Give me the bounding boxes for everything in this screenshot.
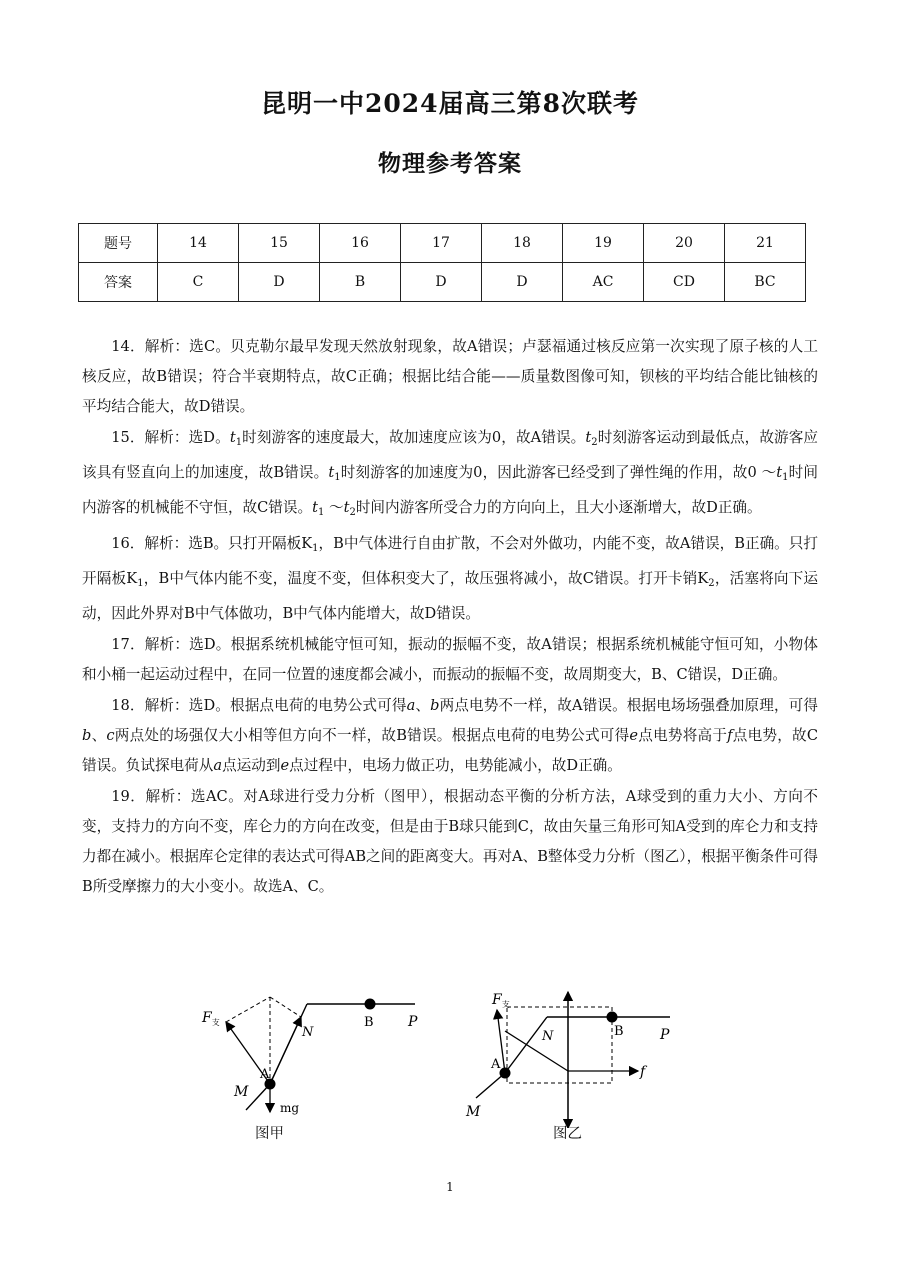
document-subtitle: 物理参考答案 — [378, 150, 522, 177]
solution-15: 15．解析：选D。$t_1$时刻游客的速度最大，故加速度应该为0，故A错误。$t_2$时刻游客运动到最低点，故游客应该具有竖直向上的加速度，故B错误。$t_1$时刻游客的加速度为0，因此游客已经受到了弹性绳的作用，故0 $\sim t_1$时间内游客的机械能不守恒，故C错误。$t_1$ $\sim t_2$时间内游客所受合力的方向向上，且大小逐渐增大，故D正确。 — [82, 429, 819, 518]
page-number: 1 — [446, 1180, 454, 1194]
table-cell: D — [239, 263, 320, 302]
table-cell: 15 — [239, 224, 320, 263]
label-p: P — [408, 1014, 418, 1030]
solution-14: 14．解析：选C。贝克勒尔最早发现天然放射现象，故A错误；卢瑟福通过核反应第一次实现了原子核的人工核反应，故B错误；符合半衰期特点，故C正确；根据比结合能——质量数图像可知，钡核的平均结合能比铀核的平均结合能大，故D错误。 — [82, 338, 818, 415]
label-p: P — [660, 1027, 670, 1043]
answer-table — [78, 223, 806, 302]
label-n: N — [542, 1029, 554, 1044]
document-title: 昆明一中2024届高三第8次联考 — [261, 89, 639, 118]
label-b: B — [364, 1015, 374, 1030]
table-row-answers — [79, 263, 806, 302]
figure-jia-diagram — [190, 980, 430, 1120]
figure-yi-caption: 图乙 — [553, 1126, 582, 1142]
table-cell: 16 — [320, 224, 401, 263]
solution-19: 19．解析：选AC。对A球进行受力分析（图甲），根据动态平衡的分析方法，A球受到的重力大小、方向不变，支持力的方向不变，库仑力的方向在改变，但是由于B球只能到C，故由矢量三角形可知A受到的库仑力和支持力都在减小。根据库仑定律的表达式可得AB之间的距离变大。再对A、B整体受力分析（图乙），根据平衡条件可得B所受摩擦力的大小变小。故选A、C。 — [82, 788, 818, 895]
table-cell: BC — [725, 263, 806, 302]
label-f-friction: f — [640, 1064, 646, 1080]
label-a: A — [260, 1067, 270, 1082]
table-cell: 17 — [401, 224, 482, 263]
figure-yi-diagram — [462, 988, 702, 1128]
solutions-body — [82, 332, 818, 903]
table-cell: D — [482, 263, 563, 302]
label-m: M — [466, 1104, 481, 1120]
table-cell: 20 — [644, 224, 725, 263]
table-row-numbers — [79, 224, 806, 263]
label-n: N — [302, 1025, 314, 1040]
table-cell: AC — [563, 263, 644, 302]
table-cell: B — [320, 263, 401, 302]
figure-jia-caption: 图甲 — [255, 1126, 284, 1142]
table-cell: D — [401, 263, 482, 302]
label-m: M — [234, 1084, 249, 1100]
table-cell: 18 — [482, 224, 563, 263]
table-cell: 14 — [158, 224, 239, 263]
table-cell: C — [158, 263, 239, 302]
label-f-support: $F_支$ — [202, 1010, 220, 1027]
label-b: B — [614, 1024, 624, 1039]
row-label-answer: 答案 — [79, 263, 158, 302]
row-label-number: 题号 — [79, 224, 158, 263]
table-cell: 19 — [563, 224, 644, 263]
solution-16: 16．解析：选B。只打开隔板$K_1$，B中气体进行自由扩散，不会对外做功，内能不变，故A错误，B正确。只打开隔板$K_1$，B中气体内能不变，温度不变，但体积变大了，故压强将减小，故C错误。打开卡销$K_2$，活塞将向下运动，因此外界对B中气体做功，B中气体内能增大，故D错误。 — [82, 535, 818, 622]
label-a: A — [491, 1057, 501, 1072]
label-mg: mg — [280, 1101, 300, 1115]
label-f-support: $F_支$ — [492, 992, 510, 1009]
table-cell: CD — [644, 263, 725, 302]
table-cell: 21 — [725, 224, 806, 263]
solution-17: 17．解析：选D。根据系统机械能守恒可知，振动的振幅不变，故A错误；根据系统机械能守恒可知，小物体和小桶一起运动过程中，在同一位置的速度都会减小，而振动的振幅不变，故周期变大，B、C错误，D正确。 — [82, 636, 818, 683]
solution-18: 18．解析：选D。根据点电荷的电势公式可得a、b两点电势不一样，故A错误。根据电场场强叠加原理，可得b、c两点处的场强仅大小相等但方向不一样，故B错误。根据点电荷的电势公式可得e点电势将高于f点电势，故C错误。负试探电荷从a点运动到e点过程中，电场力做正功，电势能减小，故D正确。 — [82, 697, 818, 774]
